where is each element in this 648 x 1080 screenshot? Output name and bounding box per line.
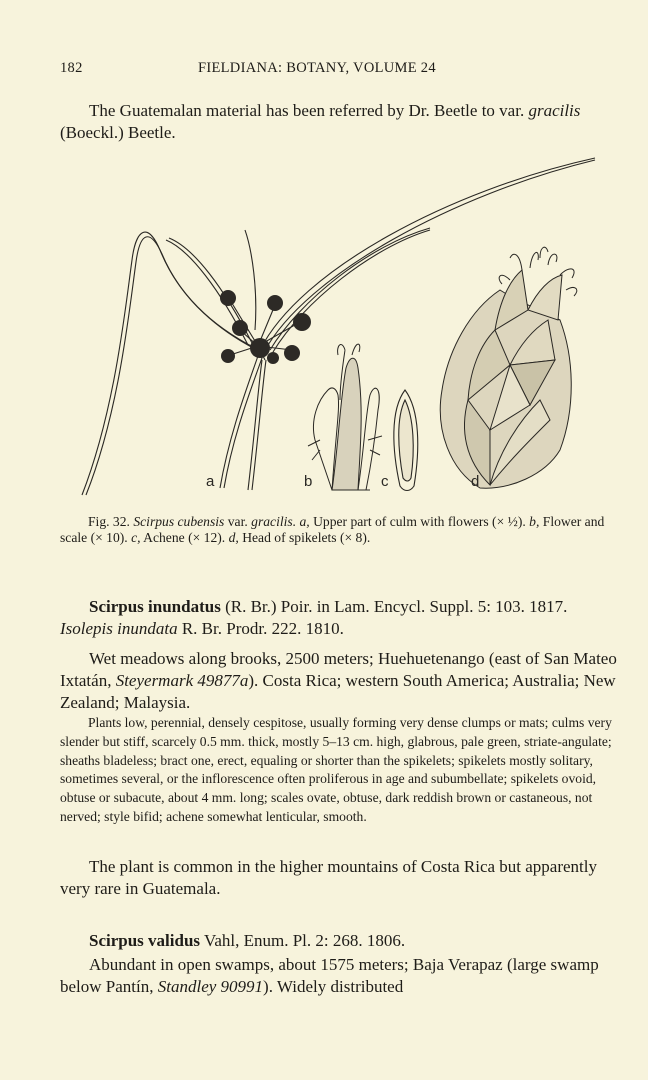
collector-number: Standley 90991: [157, 977, 264, 996]
figure-label-a: a: [206, 473, 215, 490]
distribution-text: ). Costa Rica; western South America; Australia; New Zealand; Malaysia.: [60, 671, 616, 712]
distribution-text: ). Widely distributed: [263, 977, 404, 996]
caption-text-b: Flower and scale (× 10).: [60, 514, 605, 545]
caption-letter-c: c,: [131, 530, 141, 545]
species-synonym: Isolepis inundata: [60, 619, 178, 638]
species-heading-validus: [60, 930, 620, 952]
intro-text-end: (Boeckl.) Beetle.: [60, 123, 176, 142]
synonym-citation: R. Br. Prodr. 222. 1810.: [177, 619, 344, 638]
achene-c: [394, 390, 418, 491]
flower-and-scale-b: [308, 344, 382, 490]
note-paragraph-inundatus: The plant is common in the higher mountains of Costa Rica but apparently very rare in Guatemala.: [60, 857, 598, 898]
description-paragraph-inundatus: Plants low, perennial, densely cespitose, usually forming very dense clumps or mats; culms very slender but stiff, scarcely 0.5 mm. thick, mostly 5–13 cm. high, glabrous, pale green, striate-angulate; sheaths bladeless; bract one, erect, equaling or shorter than the spikelets; spikelets mostly solitary, sometimes several, or the inflorescence often proliferous in age and subumbellate; spikelets ovoid, obtuse or subacute, about 4 mm. long; scales ovate, obtuse, dark reddish brown or castaneous, not nerved; style bifid; achene somewhat lenticular, smooth.: [60, 715, 612, 824]
species-citation: Vahl, Enum. Pl. 2: 268. 1806.: [200, 931, 406, 950]
intro-paragraph: [60, 100, 620, 144]
running-head: [60, 60, 620, 82]
figure-label-d: d: [471, 473, 480, 490]
intro-variety-name: gracilis: [528, 101, 581, 120]
caption-text-d: Head of spikelets (× 8).: [238, 530, 371, 545]
caption-letter-a: a,: [299, 514, 310, 529]
caption-taxon: Scirpus cubensis: [133, 514, 225, 529]
caption-fig-ref: Fig. 32.: [88, 514, 130, 529]
species-name: Scirpus inundatus: [89, 597, 221, 616]
figure-label-c: c: [381, 473, 389, 490]
spikelet-head-d: [440, 270, 571, 488]
collector-number: Steyermark 49877a: [115, 671, 249, 690]
habitat-paragraph-validus: [60, 954, 620, 998]
species-name: Scirpus validus: [89, 931, 201, 950]
caption-text-a: Upper part of culm with flowers (× ½).: [309, 514, 530, 529]
caption-letter-d: d,: [228, 530, 239, 545]
caption-text-c: Achene (× 12).: [140, 530, 229, 545]
habitat-text: Abundant in open swamps, about 1575 meters; Baja Verapaz (large swamp below Pantín,: [60, 955, 599, 996]
journal-title: FIELDIANA: BOTANY, VOLUME 24: [198, 60, 436, 76]
figure-caption: [60, 514, 620, 546]
figure-label-b: b: [304, 473, 313, 490]
page-number: 182: [60, 60, 83, 76]
intro-text: The Guatemalan material has been referred by Dr. Beetle to var.: [89, 101, 529, 120]
figure-32-illustration: [70, 150, 610, 500]
species-citation: (R. Br.) Poir. in Lam. Encycl. Suppl. 5: 103. 1817.: [220, 597, 568, 616]
caption-letter-b: b,: [529, 514, 540, 529]
habitat-paragraph-inundatus: [60, 648, 620, 714]
caption-var-word: var.: [224, 514, 252, 529]
habitat-text: Wet meadows along brooks, 2500 meters; Huehuetenango (east of San Mateo Ixtatán,: [60, 649, 617, 690]
caption-var-name: gracilis.: [251, 514, 297, 529]
species-heading-inundatus: [60, 596, 620, 640]
